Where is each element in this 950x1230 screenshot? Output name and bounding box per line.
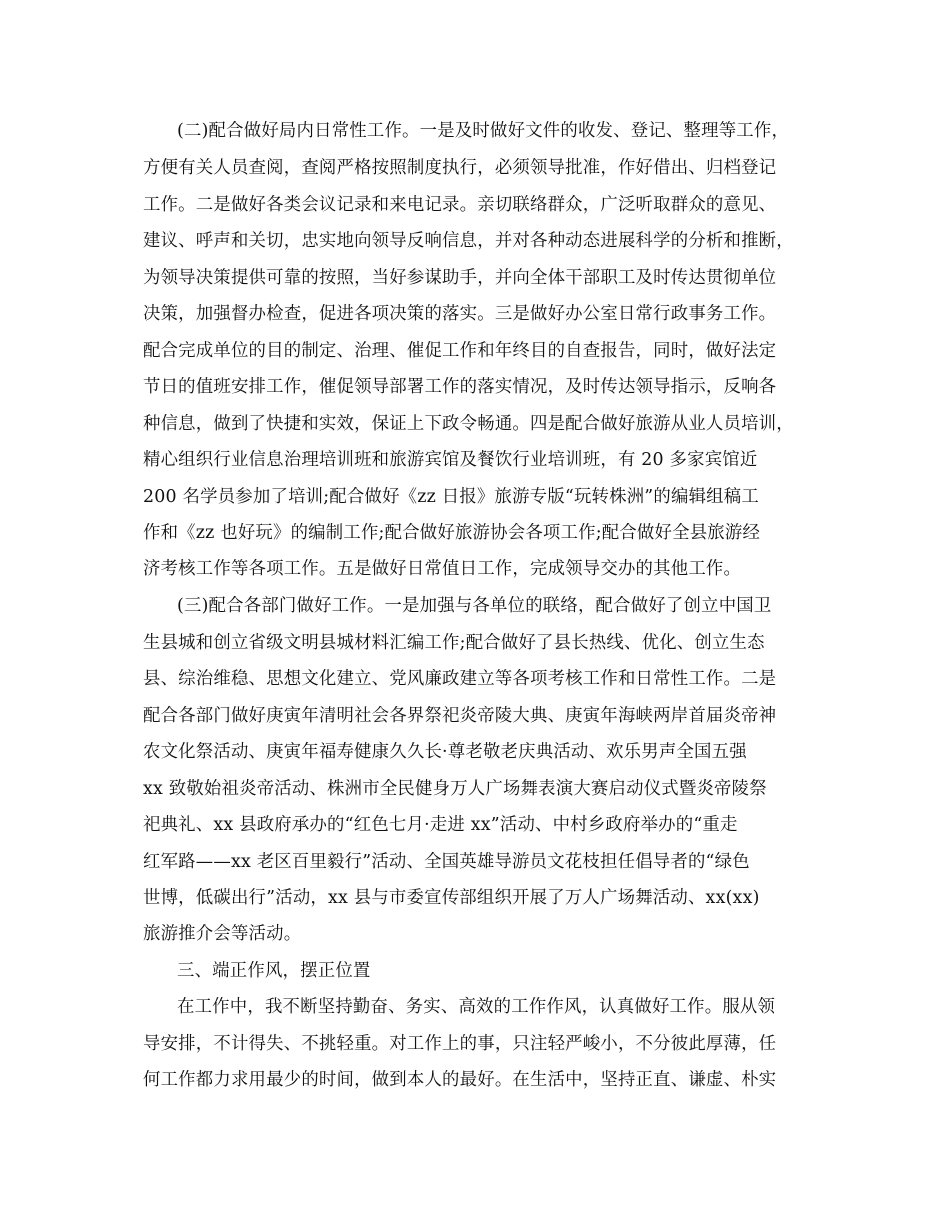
paragraph-line: 200 名学员参加了培训;配合做好《zz 日报》旅游专版“玩转株洲”的编辑组稿工 xyxy=(143,487,759,507)
paragraph-line: 生县城和创立省级文明县城材料汇编工作;配合做好了县长热线、优化、创立生态 xyxy=(143,633,765,653)
paragraph-line: 为领导决策提供可靠的按照，当好参谋助手，并向全体干部职工及时传达贯彻单位 xyxy=(143,268,777,288)
paragraph-line: 导安排，不计得失、不挑轻重。对工作上的事，只注轻严峻小，不分彼此厚薄，任 xyxy=(143,1034,777,1054)
paragraph-line: 作和《zz 也好玩》的编制工作;配合做好旅游协会各项工作;配合做好全县旅游经 xyxy=(143,523,761,543)
paragraph-line: 旅游推介会等活动。 xyxy=(143,924,302,944)
paragraph-line: 精心组织行业信息治理培训班和旅游宾馆及餐饮行业培训班，有 20 多家宾馆近 xyxy=(143,450,758,470)
paragraph-line: 决策，加强督办检查，促进各项决策的落实。三是做好办公室日常行政事务工作。 xyxy=(143,304,777,324)
paragraph-line: 何工作都力求用最少的时间，做到本人的最好。在生活中，坚持正直、谦虚、朴实 xyxy=(143,1070,777,1090)
paragraph-line: 建议、呼声和关切，忠实地向领导反响信息，并对各种动态进展科学的分析和推断， xyxy=(143,231,794,251)
section-heading: 三、端正作风，摆正位置 xyxy=(177,961,371,981)
paragraph-line: 祀典礼、xx 县政府承办的“红色七月·走进 xx”活动、中村乡政府举办的“重走 xyxy=(143,815,738,835)
paragraph-line: 农文化祭活动、庚寅年福寿健康久久长·尊老敬老庆典活动、欢乐男声全国五强 xyxy=(143,742,747,762)
paragraph-line: 世博，低碳出行”活动，xx 县与市委宣传部组织开展了万人广场舞活动、xx(xx) xyxy=(143,888,760,908)
paragraph-line: 在工作中，我不断坚持勤奋、务实、高效的工作作风，认真做好工作。服从领 xyxy=(177,997,776,1017)
paragraph-line: 配合各部门做好庚寅年清明社会各界祭祀炎帝陵大典、庚寅年海峡两岸首届炎帝神 xyxy=(143,706,777,726)
paragraph-line: 县、综治维稳、思想文化建立、党风廉政建立等各项考核工作和日常性工作。二是 xyxy=(143,669,777,689)
paragraph-line: xx 致敬始祖炎帝活动、株洲市全民健身万人广场舞表演大赛启动仪式暨炎帝陵祭 xyxy=(143,779,767,799)
paragraph-line: 节日的值班安排工作，催促领导部署工作的落实情况，及时传达领导指示，反响各 xyxy=(143,377,777,397)
paragraph-line: 种信息，做到了快捷和实效，保证上下政令畅通。四是配合做好旅游从业人员培训， xyxy=(143,414,794,434)
paragraph-line: 方便有关人员查阅，查阅严格按照制度执行，必须领导批准，作好借出、归档登记 xyxy=(143,158,777,178)
paragraph-line: (二)配合做好局内日常性工作。一是及时做好文件的收发、登记、整理等工作， xyxy=(177,121,790,141)
paragraph-line: 红军路——xx 老区百里毅行”活动、全国英雄导游员文花枝担任倡导者的“绿色 xyxy=(143,852,750,872)
paragraph-line: (三)配合各部门做好工作。一是加强与各单位的联络，配合做好了创立中国卫 xyxy=(177,596,772,616)
paragraph-line: 济考核工作等各项工作。五是做好日常值日工作，完成领导交办的其他工作。 xyxy=(143,559,742,579)
paragraph-line: 配合完成单位的目的制定、治理、催促工作和年终目的自查报告，同时，做好法定 xyxy=(143,341,777,361)
paragraph-line: 工作。二是做好各类会议记录和来电记录。亲切联络群众，广泛听取群众的意见、 xyxy=(143,195,777,215)
